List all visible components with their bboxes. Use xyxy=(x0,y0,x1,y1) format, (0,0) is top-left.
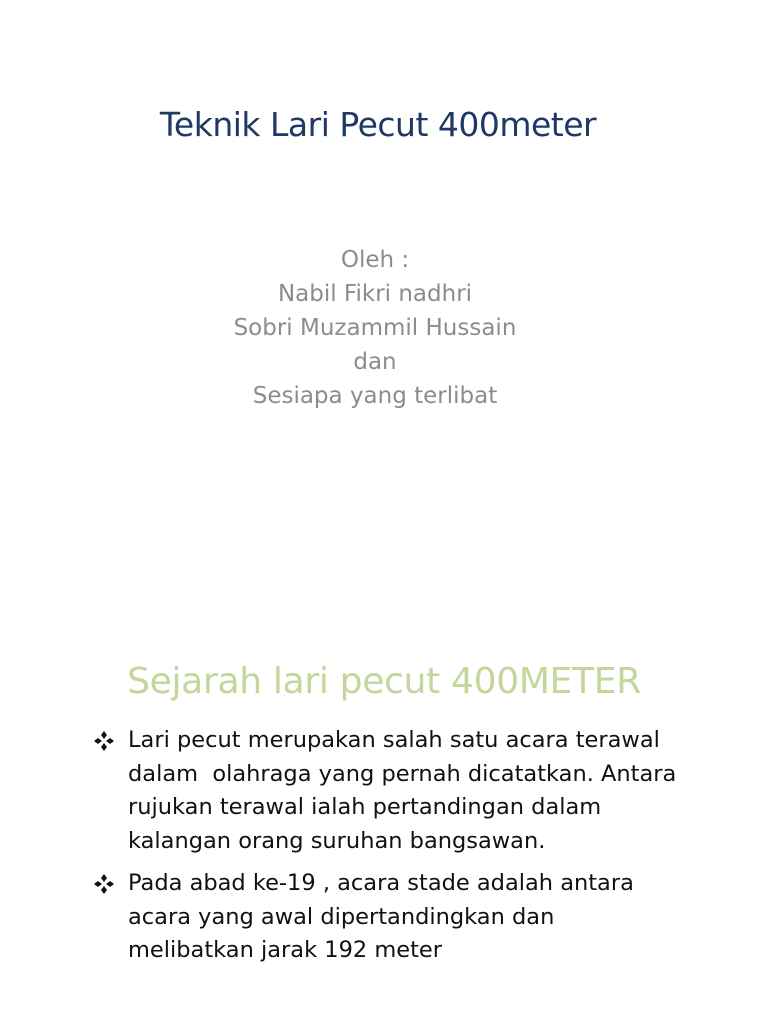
subtitle-line: Oleh : xyxy=(340,247,410,273)
bullet-line: acara yang awal dipertandingkan dan xyxy=(128,903,555,930)
subtitle-line: Sesiapa yang terlibat xyxy=(252,383,498,409)
bullet-line: Pada abad ke-19 , acara stade adalah antara xyxy=(128,870,634,896)
bullet-line: melibatkan jarak 192 meter xyxy=(128,937,443,963)
content-slide xyxy=(0,620,768,1024)
subtitle-line: Sobri Muzammil Hussain xyxy=(233,315,517,341)
section-title: Sejarah lari pecut 400METER xyxy=(127,661,641,702)
subtitle-line: Nabil Fikri nadhri xyxy=(277,281,473,307)
bullet-line: rujukan terawal ialah pertandingan dalam xyxy=(128,794,602,820)
bullet-line: dalam olahraga yang pernah dicatatkan. Antara xyxy=(128,760,677,787)
bullet-line: kalangan orang suruhan bangsawan. xyxy=(128,827,546,854)
four-diamond-bullet-icon xyxy=(92,729,116,753)
subtitle-line: dan xyxy=(353,349,397,375)
bullet-line: Lari pecut merupakan salah satu acara terawal xyxy=(128,727,660,753)
list-item xyxy=(92,867,732,968)
slide-title: Teknik Lari Pecut 400meter xyxy=(159,105,597,144)
slide-subtitle xyxy=(0,243,750,413)
list-item xyxy=(92,724,732,858)
bullet-list xyxy=(92,724,732,977)
four-diamond-bullet-icon xyxy=(92,872,116,896)
